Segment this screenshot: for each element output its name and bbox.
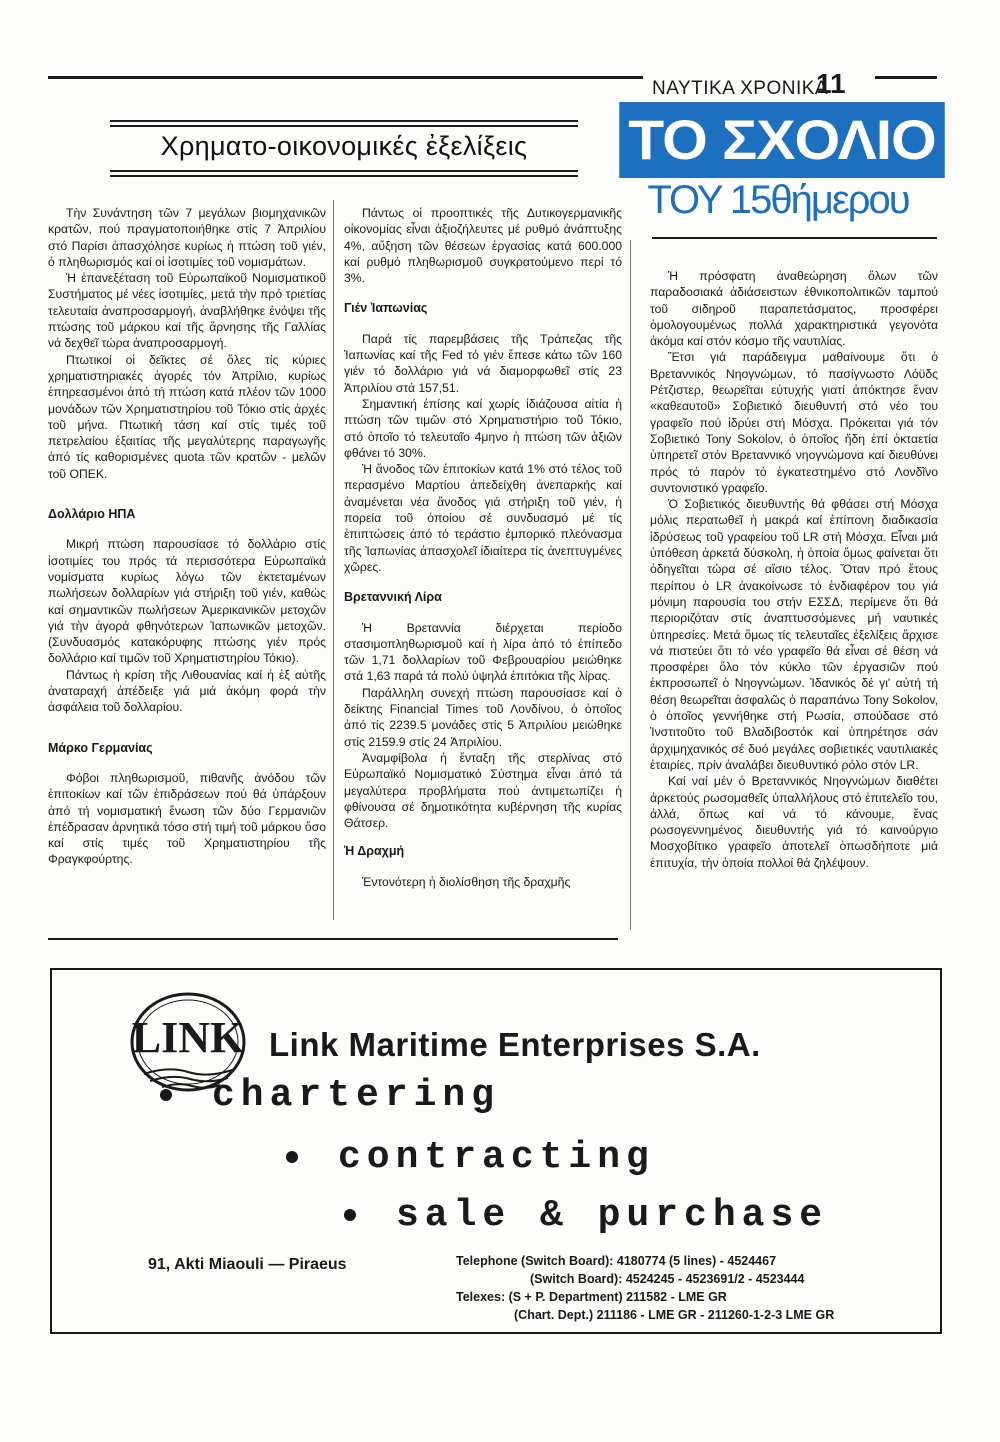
paragraph: Πάντως οἱ προοπτικές τῆς Δυτικογερμανικῆς οἰκονομίας εἶναι ἀξιοζήλευτες μέ ρυθμό ἀνάπτυξης 4%, αὔξηση τῶν θέσεων ἐργασίας κατά 600.000 καί ρυθμό πληθωρισμοῦ συγκρατούμενο περί τό 3%. [344,206,622,286]
article-column-3 [650,268,938,871]
section-rule-top-1 [110,120,578,122]
masthead-rule-left [48,76,643,79]
article-column-2 [344,205,622,890]
company-address: 91, Akti Miaouli — Piraeus [148,1256,347,1273]
paragraph: Παρά τίς παρεμβάσεις τῆς Τράπεζας τῆς Ἰαπωνίας καί τῆς Fed τό γιέν ἔπεσε κάτω τῶν 160 γιέν τό δολλάριο γιά νά διαμορφωθεῖ στίς 23 Ἀπριλίου στά 157,51. [344,331,622,395]
telephone-line-1: Telephone (Switch Board): 4180774 (5 lines) - 4524467 [456,1254,777,1268]
service-contracting [286,1136,655,1179]
paragraph: Ἔτσι γιά παράδειγμα μαθαίνουμε ὅτι ὁ Βρεταννικός Νηογνώμων, τό πασίγνωστο Λόϋδς Ρέτζιστερ, θεωρεῖται εὐτυχής γιατί ἀπόκτησε ἕναν «καθεαυτοῦ» Σοβιετικό διευθυντή στό νέο του γραφεῖο πού ἱδρύει στή Μόσχα. Πρόκειται γιά τόν Σοβιετικό Tony Sokolov, ὁ ὁποῖος ἤδη ἐπί ὀκταετία ὑπηρετεῖ στόν Βρεταννικό νηογνώμονα καί διευθύνει πρός τό παρόν τό ἐγκατεστημένο στό Λονδῖνο συντονιστικό γραφεῖο. [650,350,938,495]
section-rule-bottom-2 [110,175,578,177]
subheading-pound: Βρεταννική Λίρα [344,590,442,605]
paragraph: Τὴν Συνάντηση τῶν 7 μεγάλων βιομηχανικῶν κρατῶν, πού πραγματοποιήθηκε στίς 7 Ἀπριλίου στό Παρίσι ἀπασχόλησε κυρίως ἡ πτώση τοῦ γιέν, ὁ πληθωρισμός καί οἱ ἰσοτιμίες τοῦ νομισμάτων. [48,206,326,269]
service-chartering [160,1074,500,1117]
paragraph: Πτωτικοί οἱ δεῖκτες σέ ὅλες τίς κύριες χρηματιστηριακές ἀγορές τόν Ἀπρίλιο, κυρίως ἐπηρεασμένοι ἀπό τή πτώση κατά πλέον τῶν 1000 μονάδων τῶν Χρηματιστηρίου τοῦ Τόκιο στίς ἀρχές τοῦ μήνα. Πτωτική τάση καί στίς τιμές τοῦ πετρελαίου ἐξαιτίας τῆς μεγαλύτερης παραγωγῆς ἀπό τίς καθορισμένες quota τῶν κρατῶν - μελῶν τοῦ ΟΠΕΚ. [48,352,326,481]
paragraph: Παράλληλη συνεχή πτώση παρουσίασε καί ὁ δείκτης Financial Times τοῦ Λονδίνου, ὁ ὁποῖος ἀπό τίς 2239.5 μονάδες στίς 5 Ἀπριλίου μειώθηκε στίς 2159.9 στίς 24 Ἀπριλίου. [344,685,622,749]
paragraph: Ἡ Βρεταννία διέρχεται περίοδο στασιμοπληθωρισμοῦ καί ἡ λίρα ἀπό τό ἐπίπεδο τῶν 1,71 δολλαρίων τοῦ Φεβρουαρίου μειώθηκε στά 1,63 παρά τά πολύ ὑψηλά ἐπιτόκια τῆς λίρας. [344,620,622,684]
paragraph: Ἀναμφίβολα ἡ ἔνταξη τῆς στερλίνας στό Εὐρωπαϊκό Νομισματικό Σύστημα εἶναι ἀπό τά μεγαλύτερα προβλήματα πού ἀντιμετωπίζει ἡ φθίνουσα σέ δημοτικότητα κυβέρνηση τῆς κυρίας Θάτσερ. [344,750,622,831]
service-sale-purchase [344,1194,828,1237]
telephone-line-2: (Switch Board): 4524245 - 4523691/2 - 4523444 [530,1272,805,1286]
telex-line-1: Telexes: (S + P. Department) 211582 - LME GR [456,1290,727,1304]
subheading-mark: Μάρκο Γερμανίας [48,740,153,755]
paragraph: Ἐντονότερη ἡ διολίσθηση τῆς δραχμῆς [362,874,571,889]
section-rule-top-2 [110,125,578,127]
telex-line-2: (Chart. Dept.) 211186 - LME GR - 211260-1-2-3 LME GR [514,1308,835,1322]
paragraph: Φόβοι πληθωρισμοῦ, πιθανῆς ἀνόδου τῶν ἐπιτοκίων καί τῶν ἐπιδράσεων πού θά ὑπάρξουν ἀπό τή νομισματική ἕνωση τῶν δύο Γερμανιῶν ἐπέδρασαν ἀρνητικά τόσο στή τιμή τοῦ μάρκου ὅσο καί στίς τιμές τοῦ Χρηματιστηρίου τῆς Φραγκφούρτης. [48,770,326,867]
masthead-name: ΝΑΥΤΙΚΑ ΧΡΟΝΙΚΑ [652,78,829,99]
service-label: chartering [212,1074,501,1117]
paragraph: Μικρή πτώση παρουσίασε τό δολλάριο στίς ἰσοτιμίες του πρός τά περισσότερα Εὐρωπαϊκά νομίσματα κυρίως λόγω τῶν ἐκτεταμένων πωλήσεων δολλαρίων γιά στήριξη τοῦ γιέν, καθώς καί σημαντικῶν πωλήσεων Ἀμερικανικῶν μετοχῶν γιά τὴν ἀγορά φθηνότερων Ἰαπωνικῶν μετοχῶν. (Συνδυασμός κατακόρυφης πτώσης γιέν πρός δολλάριο καί τιμῶν τοῦ Χρηματιστηρίου Τόκιο). [48,537,326,666]
paragraph: Ἡ ἄνοδος τῶν ἐπιτοκίων κατά 1% στό τέλος τοῦ περασμένο Μαρτίου ἀπεδείχθη ἀνεπαρκής καί ἀναμένεται νέα ἄνοδος γιά στήριξη τοῦ γιέν, ἡ πορεία τοῦ ὁποίου σέ συνδυασμό μέ τίς ἐπιπτώσεις ἀπό τό τεράστιο ἐμπορικό πλεόνασμα τῆς Ἰαπωνίας ἀπασχολεῖ ἰδιαίτερα τίς ἀνεπτυγμένες χῶρες. [344,462,622,574]
article-column-1 [48,205,326,868]
section-rule-bottom-1 [110,170,578,172]
contact-details [456,1252,926,1324]
masthead-rule-right [875,76,937,79]
column-subtitle: ΤΟΥ 15θήμερου [647,178,909,222]
bullet-icon [160,1089,172,1101]
subheading-drachma: Ἡ Δραχμή [344,844,405,859]
page-number: 11 [816,68,846,99]
paragraph: Σημαντική ἐπίσης καί χωρίς ἰδιάζουσα αἰτία ἡ πτώση τῶν τιμῶν στό Χρηματιστήριο τοῦ Τόκιο, στό ὁποῖο τό τελευταῖο 4μηνο ἡ πτώση τῶν ἀξιῶν φθάνει τό 30%. [344,396,622,460]
advertisement [50,968,942,1334]
paragraph: Ὁ Σοβιετικός διευθυντής θά φθάσει στή Μόσχα μόλις περατωθεῖ ἡ μακρά καί ἐπίπονη διαδικασία ἱδρύσεως τοῦ γραφείου τοῦ LR στή Μόσχα. Εἶναι μιά ὑπόθεση ἀρκετά δύσκολη, ἡ ὁποία ὅμως φαίνεται ὅτι ὁδηγεῖται τώρα σέ αἴσιο τέλος. Ὅταν πρό ἔτους περίπου ὁ LR ἀνακοίνωσε τό ἐνδιαφέρον του γιά μόνιμη παρουσία του στήν ΕΣΣΔ, περίμενε ὅτι θά περιοριζόταν στίς ἀναπτυσσόμενες μή ναυτικές ὑπηρεσίες. Μετά ὅμως τίς τελευταῖες ἐξελίξεις ἄρχισε νά πιστεύει ὅτι τό νέο γραφεῖο θά εἶναι σέ θέση νά προσφέρει ὅλο τόν κύκλο τῶν ἐργασιῶν πού ἐκπροσωπεῖ ὁ Νηογνώμων. Ἰδανικός δέ γι' αὐτή τή θέση θεωρεῖται ἀσφαλῶς ὁ παραπάνω Tony Sokolov, ὁ ὁποῖος γεννήθηκε στή Ρωσία, σπούδασε στό Ἰνστιτοῦτο τοῦ Βλαδιβοστόκ καί ὑπηρέτησε σάν ἀρχιμηχανικός σέ δυό μεγάλες σοβιετικές ναυτιλιακές ἑταιρίες, πρίν ἀναλάβει διευθυντικό ρόλο στόν LR. [650,497,938,772]
bullet-icon [344,1209,356,1221]
service-label: sale & purchase [396,1194,829,1237]
paragraph: Πάντως ἡ κρίση τῆς Λιθουανίας καί ἡ ἐξ αὐτῆς ἀναταραχή ἀπέδειξε γιά μιά ἀκόμη φορά τὴν ἀσφάλεια τοῦ δολλαρίου. [48,667,326,715]
section-title: Χρηματο-οικονομικές ἐξελίξεις [160,131,528,161]
column-header-rule [652,237,937,239]
service-label: contracting [338,1136,655,1179]
article-bottom-rule [48,938,618,940]
company-name: Link Maritime Enterprises S.A. [269,1026,761,1063]
paragraph: Ἡ ἐπανεξέταση τοῦ Εὐρωπαϊκοῦ Νομισματικοῦ Συστήματος μέ νέες ἰσοτιμίες, μετά τὴν πρό τριετίας τελευταία ἀναπροσαρμογή, ἀναβλήθηκε ἐνόψει τῆς πτώσης τοῦ μάρκου καί τῆς ἄρνησης τῆς Γαλλίας νά δεχθεῖ τώρα ἀναπροσαρμογή. [48,271,326,351]
subheading-dollar: Δολλάριο ΗΠΑ [48,507,136,522]
column-divider-1 [333,200,334,920]
logo-text: LINK [131,1013,245,1062]
column-divider-2 [630,240,631,930]
column-title: ΤΟ ΣΧΟΛΙΟ [619,102,945,178]
subheading-yen: Γιέν Ἰαπωνίας [344,301,428,316]
bullet-icon [286,1151,298,1163]
paragraph: Ἡ πρόσφατη ἀναθεώρηση ὅλων τῶν παραδοσιακά ἀδιάσειστων ἐθνικοπολιτικῶν ταμπού τοῦ σιδηροῦ παραπετάσματος, προσφέρει ὁμολογουμένως πολλά χαρακτηριστικά γεγονότα ἀκόμα καί στόν κόσμο τῆς ναυτιλίας. [650,269,938,349]
paragraph: Καί ναί μέν ὁ Βρεταννικός Νηογνώμων διαθέτει ἀρκετούς ρωσομαθεῖς ὑπαλλήλους στό ἐπιτελεῖο του, ἀλλά, ὅπως καί νά τό κάνουμε, ἕνας ρωσογεννημένος διευθυντής γιά τό καινούργιο Μοσχοβίτικο γραφεῖο ἀποτελεῖ ὁπωσδήποτε μιά ἐπιτυχία, τὴν ὁποία πολλοί θά ζηλέψουν. [650,774,938,870]
